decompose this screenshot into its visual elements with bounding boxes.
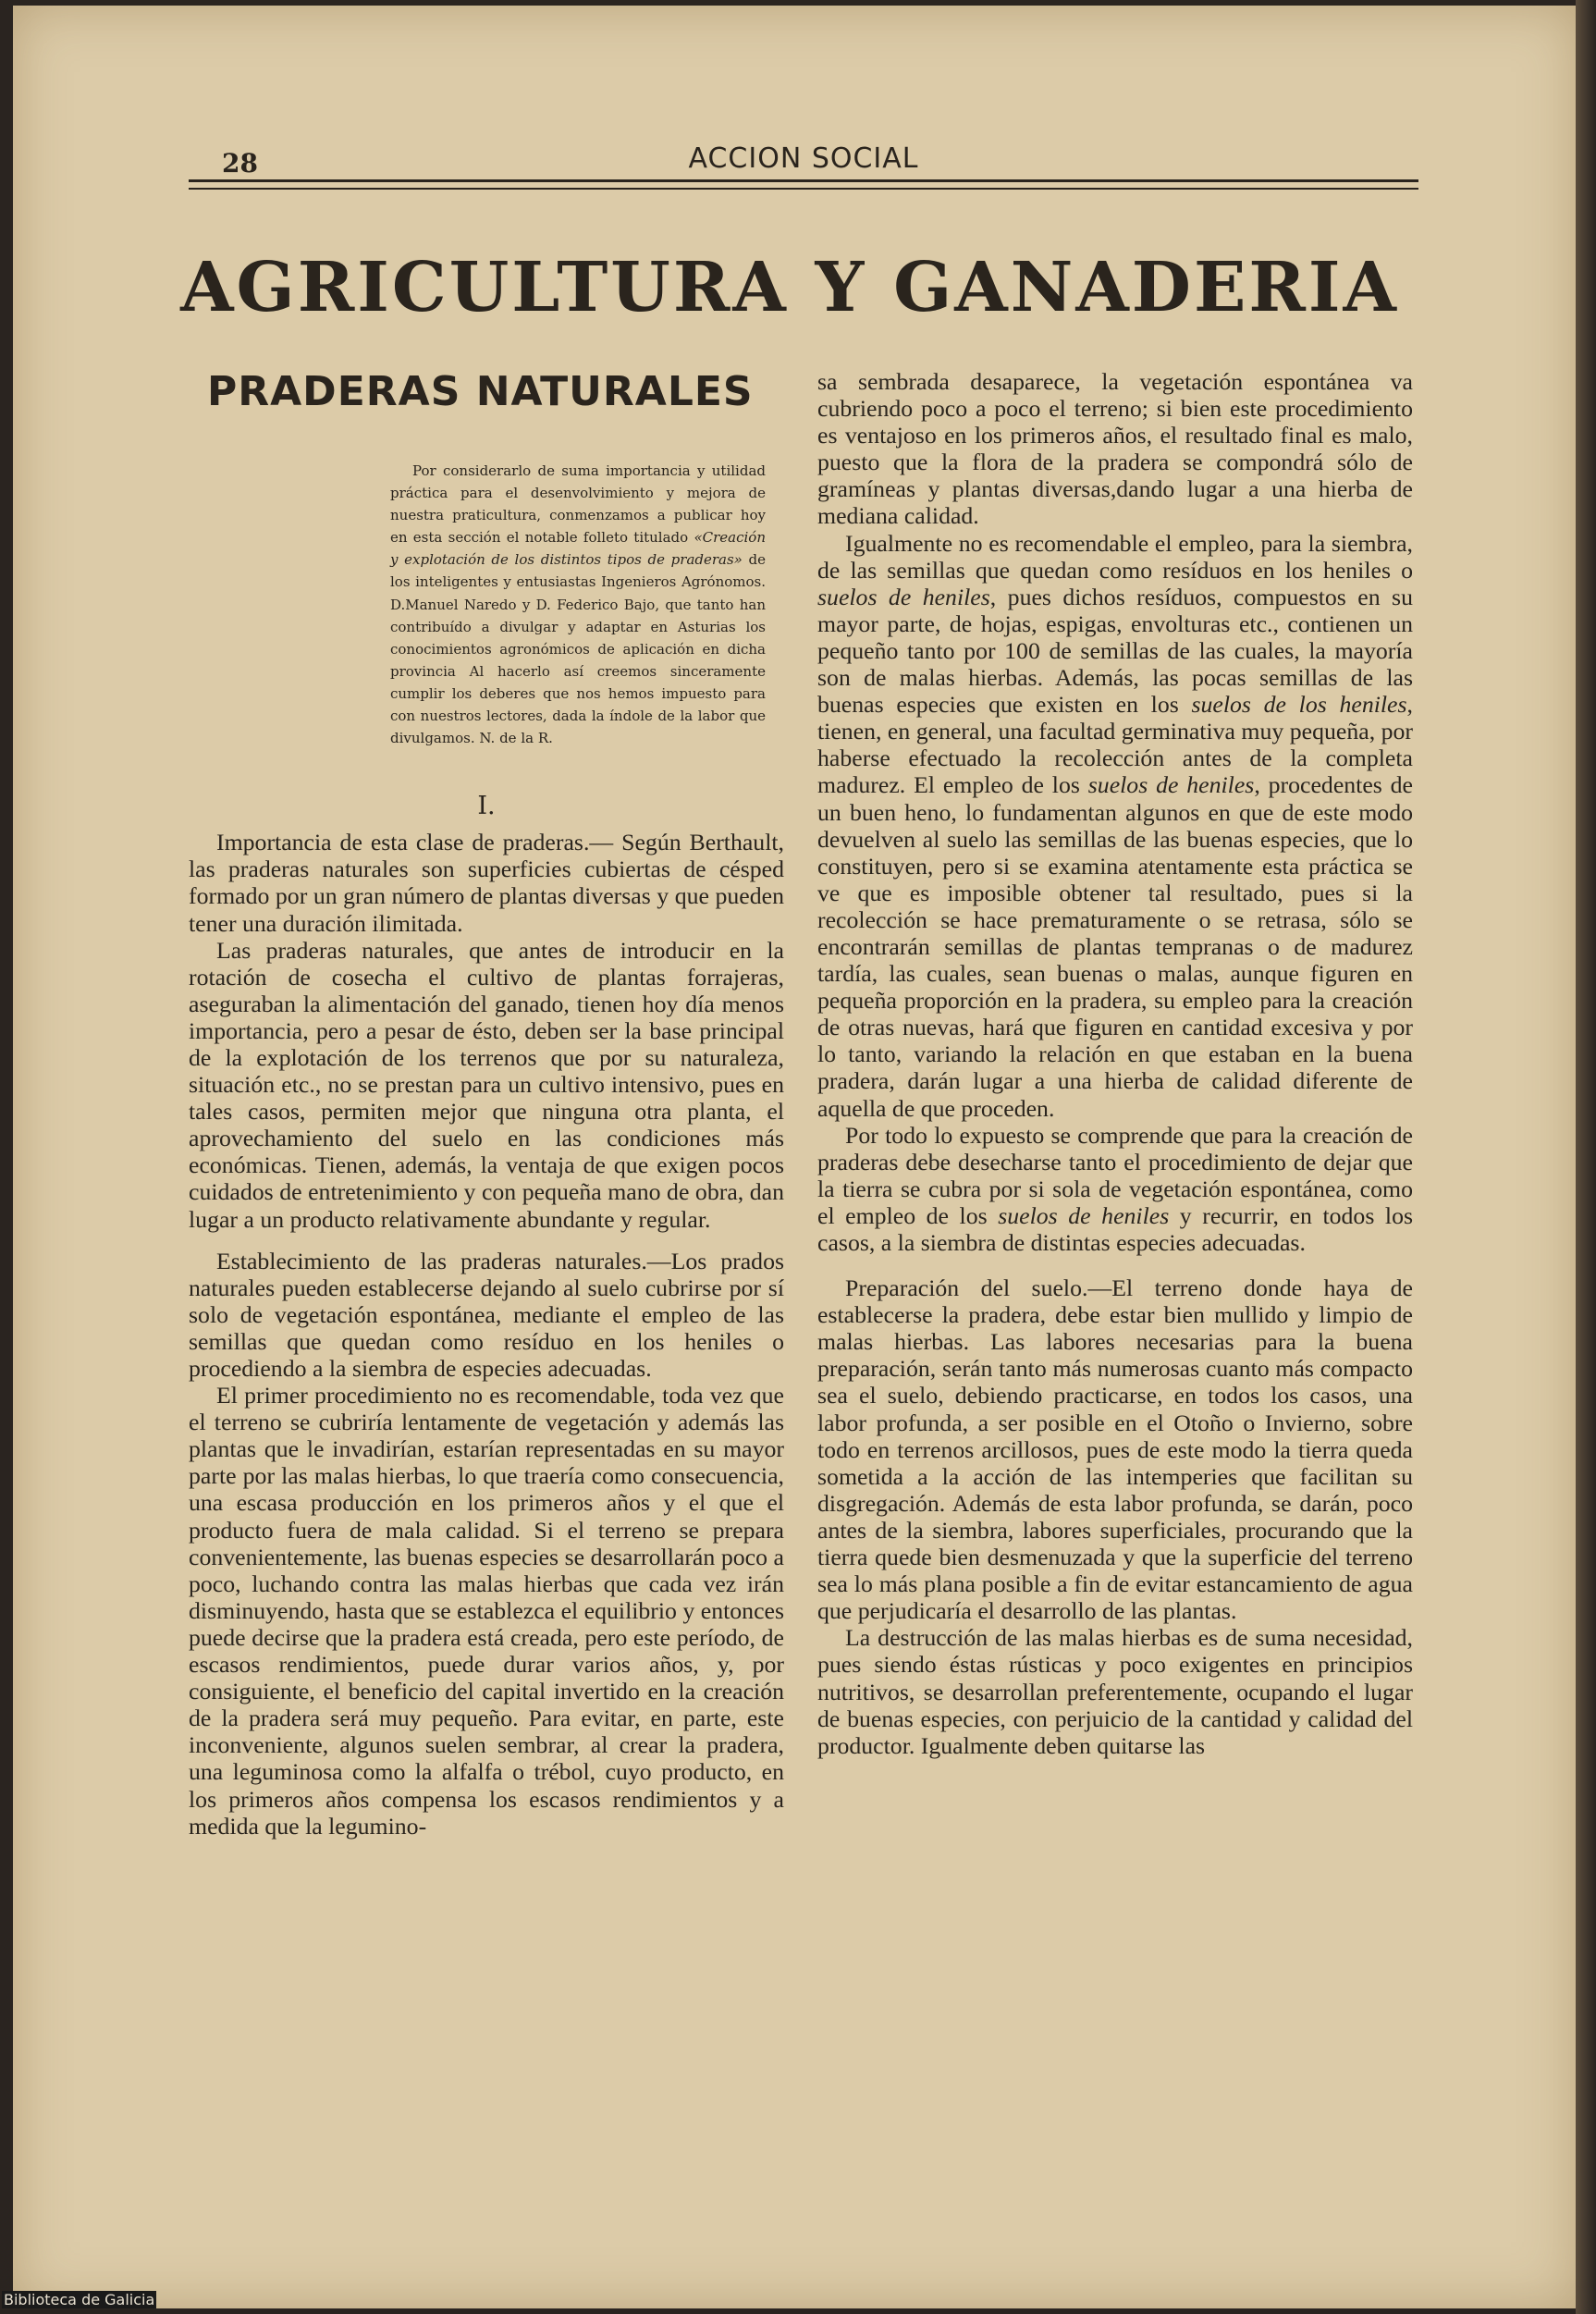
editor-note: Por considerarlo de suma importancia y utilidad práctica para el desenvolvimiento y mejora de nuestra praticultura, conmenzamos a publicar hoy en esta sección el notable folleto titulado «Creación y explotación de los distintos tipos de praderas» de los inteligentes y entusiastas Ingenieros Agrónomos. D.Manuel Naredo y D. Federico Bajo, que tanto han contribuído a divulgar y adaptar en Asturias los conocimientos agronómicos de aplicación en dicha provincia Al hacerlo así creemos sinceramente cumplir los deberes que nos hemos impuesto para con nuestros lectores, dada la índole de la labor que divulgamos. N. de la R. (390, 462, 767, 747)
paragraph: Por todo lo expuesto se comprende que para la creación de praderas debe desecharse tanto el procedimiento de dejar que la tierra se cubra por si sola de vegetación espontánea, como el empleo de los suelos de heniles y recurrir, en todos los casos, a la siembra de distintas especies adecuadas. (817, 1121, 1414, 1256)
journal-title: ACCION SOCIAL (688, 142, 919, 175)
paragraph: Establecimiento de las praderas naturales.—Los prados naturales pueden establecerse dejando al suelo cubrirse por sí solo de vegetación espontánea, mediante el empleo de las semillas que quedan como resíduo en los heniles o procediendo a la siembra de especies adecuadas. (189, 1247, 785, 1382)
page-edge (1576, 0, 1596, 2314)
paragraph: Importancia de esta clase de praderas.— Según Berthault, las praderas naturales son superficies cubiertas de césped formado por un gran número de plantas diversas y que pueden tener una duración ilimitada. (189, 829, 784, 937)
part-numeral: I. (477, 792, 496, 821)
booklet-title: «Creación y explotación de los distintos tipos de praderas» (390, 529, 766, 569)
right-column-text (817, 368, 1413, 1759)
left-column-text (189, 829, 784, 1839)
paragraph: sa sembrada desaparece, la vegetación espontánea va cubriendo poco a poco el terreno; si bien este procedimiento es ventajoso en los primeros años, el resultado final es malo, puesto que la flora de la pradera se compondrá sólo de gramíneas y plantas diversas,dando lugar a una hierba de mediana calidad. (817, 368, 1413, 530)
paragraph: Preparación del suelo.—El terreno donde haya de establecerse la pradera, debe estar bien mullido y limpio de malas hierbas. Las labores necesarias para la buena preparación, serán tanto más numerosas cuanto más compacto sea el suelo, debiendo practicarse, en todos los casos, una labor profunda, a ser posible en el Otoño o Invierno, sobre todo en terrenos arcillosos, pues de este modo la tierra queda sometida a la acción de las intemperies que facilitan su disgregación. Además de esta labor profunda, se darán, poco antes de la siembra, labores superficiales, procurando que la tierra quede bien desmenuzada y que la superficie del terreno sea lo más plana posible a fin de evitar estancamiento de agua que perjudicaría el desarrollo de las plantas. (817, 1274, 1413, 1625)
header-rule (189, 179, 1418, 182)
left-column (189, 368, 784, 1840)
paragraph: Igualmente no es recomendable el empleo, para la siembra, de las semillas que quedan como resíduos en los heniles o suelos de heniles, pues dichos resíduos, compuestos en su mayor parte, de hojas, espigas, envolturas etc., contienen un pequeño tanto por 100 de semillas de las cuales, la mayoría son de malas hierbas. Además, las pocas semillas de las buenas especies que existen en los suelos de los heniles, tienen, en general, una facultad germinativa muy pequeña, por haberse efectuado la recolección antes de la completa madurez. El empleo de los suelos de heniles, procedentes de un buen heno, lo fundamentan algunos en que de este modo devuelven al suelo las semillas de las buenas especies, que lo constituyen, pero si se examina atentamente esta práctica se ve que es imposible obtener tal resultado, pues si la recolección se hace prematuramente o se retrasa, sólo se encontrarán semillas de plantas tempranas o de madurez tardía, las cuales, sean buenas o malas, aunque figuren en pequeña proporción en la pradera, su empleo para la creación de otras nuevas, hará que figuren en cantidad excesiva y por lo tanto, variando la relación en que estaban en la buena pradera, darán lugar a una hierba de calidad diferente de aquella de que proceden. (817, 529, 1414, 1122)
paragraph: La destrucción de las malas hierbas es de suma necesidad, pues siendo éstas rústicas y poco exigentes en principios nutritivos, se desarrollan preferentemente, ocupando el lugar de buenas especies, con perjuicio de la cantidad y calidad del productor. Igualmente deben quitarse las (817, 1624, 1413, 1759)
run-in-heading: Importancia de esta clase de praderas.— (216, 829, 614, 856)
paragraph: Las praderas naturales, que antes de introducir en la rotación de cosecha el cultivo de plantas forrajeras, aseguraban la alimentación del ganado, tienen hoy día menos importancia, pero a pesar de ésto, deben ser la base principal de la explotación de los terrenos que por su naturaleza, situación etc., no se prestan para un cultivo intensivo, pues en tales casos, permiten mejor que ninguna otra planta, el aprovechamiento del suelo en las condiciones más económicas. Tienen, además, la ventaja de que exigen pocos cuidados de entretenimiento y con pequeña mano de obra, dan lugar a un producto relativamente abundante y regular. (189, 936, 784, 1233)
run-in-heading: Preparación del suelo.— (845, 1274, 1112, 1302)
header-rule-thin (189, 188, 1418, 190)
section-title: AGRICULTURA Y GANADERIA (180, 248, 1399, 327)
right-column (817, 368, 1413, 1759)
library-watermark: Biblioteca de Galicia (4, 2291, 155, 2308)
document-page (13, 6, 1578, 2308)
article-title: PRADERAS NATURALES (207, 368, 754, 415)
run-in-heading: Establecimiento de las praderas naturales.— (216, 1247, 671, 1274)
page-number: 28 (222, 148, 258, 178)
paragraph: El primer procedimiento no es recomendable, toda vez que el terreno se cubriría lentamente de vegetación y además las plantas que le invadirían, estarían representadas en su mayor parte por las malas hierbas, lo que traería como consecuencia, una escasa producción en los primeros años y el que el producto fuera de mala calidad. Si el terreno se prepara convenientemente, las buenas especies se desarrollarán poco a poco, luchando contra las malas hierbas que cada vez irán disminuyendo, hasta que se establezca el equilibrio y entonces puede decirse que la pradera está creada, pero este período, de escasos rendimientos, puede durar varios años, y, por consiguiente, el beneficio del capital invertido en la creación de la pradera será muy pequeño. Para evitar, en parte, este inconveniente, algunos suelen sembrar, al crear la pradera, una leguminosa como la alfalfa o trébol, cuyo producto, en los primeros años compensa los escasos rendimientos y a medida que la legumino- (189, 1382, 785, 1840)
